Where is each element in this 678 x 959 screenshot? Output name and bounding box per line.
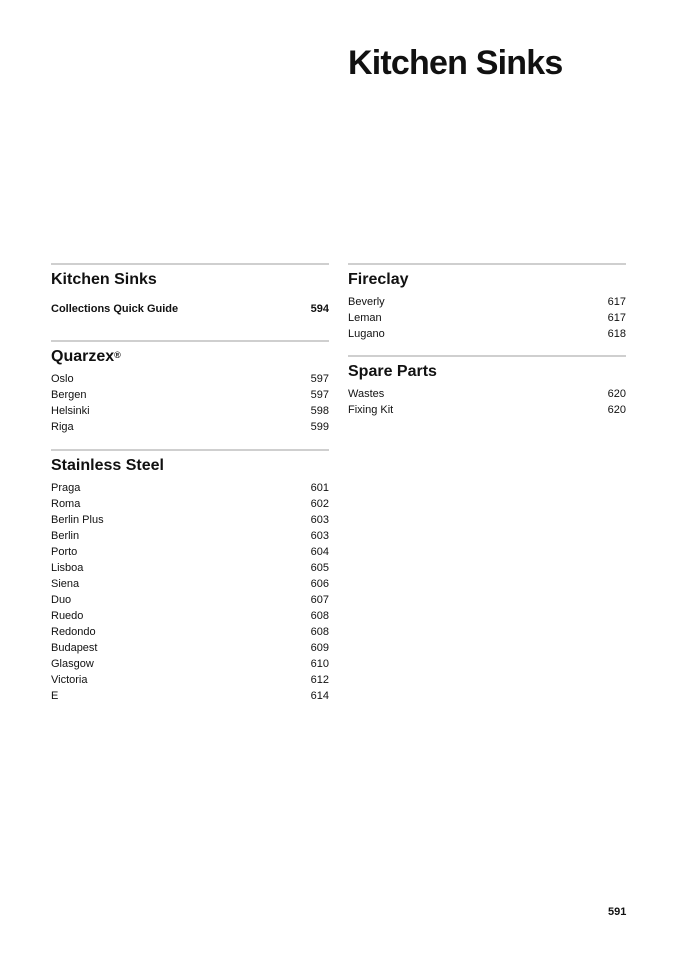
index-entry[interactable] — [51, 560, 329, 576]
section-heading-spare-parts: Spare Parts — [348, 363, 437, 380]
left-column — [51, 263, 329, 704]
entry-page: 606 — [310, 578, 329, 590]
index-entry[interactable] — [51, 624, 329, 640]
entry-label: Oslo — [51, 373, 74, 385]
entry-label: E — [51, 690, 59, 702]
entry-label: Helsinki — [51, 405, 90, 417]
entry-page: 601 — [310, 482, 329, 494]
entry-label: Bergen — [51, 389, 87, 401]
index-entry[interactable] — [348, 326, 626, 342]
entry-page: 607 — [310, 594, 329, 606]
index-entry[interactable] — [348, 402, 626, 418]
entry-page: 602 — [310, 498, 329, 510]
index-entry[interactable] — [51, 371, 329, 387]
section-spare-parts — [348, 355, 626, 418]
entry-page: 614 — [310, 690, 329, 702]
index-entry[interactable] — [51, 419, 329, 435]
entry-page: 604 — [310, 546, 329, 558]
entry-page: 597 — [310, 389, 329, 401]
entry-page: 620 — [607, 404, 626, 416]
entry-label: Victoria — [51, 674, 88, 686]
entry-page: 609 — [310, 642, 329, 654]
index-entry[interactable] — [51, 387, 329, 403]
index-entry[interactable] — [51, 576, 329, 592]
entry-page: 603 — [310, 514, 329, 526]
entry-label: Lugano — [348, 328, 385, 340]
entry-page: 605 — [310, 562, 329, 574]
index-entry[interactable] — [51, 480, 329, 496]
index-entry[interactable] — [51, 528, 329, 544]
entry-label: Berlin — [51, 530, 80, 542]
entry-page: 617 — [607, 296, 626, 308]
entry-label: Fixing Kit — [348, 404, 394, 416]
entry-label: Redondo — [51, 626, 96, 638]
index-entry[interactable] — [51, 672, 329, 688]
index-entry[interactable] — [348, 310, 626, 326]
index-entry[interactable] — [51, 496, 329, 512]
index-entry[interactable] — [51, 640, 329, 656]
page-number: 591 — [608, 906, 627, 918]
section-quarzex — [51, 340, 329, 449]
index-entry[interactable] — [51, 544, 329, 560]
index-entry[interactable] — [51, 512, 329, 528]
index-entry[interactable] — [51, 608, 329, 624]
entry-page: 612 — [310, 674, 329, 686]
entry-label: Lisboa — [51, 562, 84, 574]
section-heading-quarzex — [51, 347, 329, 367]
section-heading-fireclay: Fireclay — [348, 271, 409, 288]
entry-page: 598 — [310, 405, 329, 417]
entry-label: Porto — [51, 546, 78, 558]
entry-label: Ruedo — [51, 610, 84, 622]
entry-page: 608 — [310, 610, 329, 622]
entry-label: Wastes — [348, 388, 385, 400]
entry-label: Budapest — [51, 642, 98, 654]
entry-page: 597 — [310, 373, 329, 385]
entry-page: 620 — [607, 388, 626, 400]
index-entry[interactable] — [51, 592, 329, 608]
section-heading-quarzex-text: Quarzex — [51, 348, 115, 365]
entry-page: 608 — [310, 626, 329, 638]
right-column — [348, 263, 626, 418]
entry-page: 618 — [607, 328, 626, 340]
entry-label: Roma — [51, 498, 81, 510]
entry-page: 594 — [310, 303, 329, 315]
entry-page: 599 — [310, 421, 329, 433]
entry-label: Praga — [51, 482, 81, 494]
entry-page: 603 — [310, 530, 329, 542]
index-entry[interactable] — [348, 294, 626, 310]
index-entry[interactable] — [51, 656, 329, 672]
entry-label: Beverly — [348, 296, 385, 308]
entry-label: Duo — [51, 594, 72, 606]
entry-label: Berlin Plus — [51, 514, 104, 526]
section-fireclay — [348, 263, 626, 355]
registered-mark: ® — [114, 350, 121, 360]
index-entry[interactable] — [51, 301, 329, 317]
entry-label: Collections Quick Guide — [51, 303, 179, 315]
section-heading-kitchen-sinks: Kitchen Sinks — [51, 271, 157, 288]
index-entry[interactable] — [51, 688, 329, 704]
index-entry[interactable] — [51, 403, 329, 419]
page-title: Kitchen Sinks — [348, 44, 563, 82]
section-heading-stainless-steel: Stainless Steel — [51, 457, 164, 474]
entry-label: Riga — [51, 421, 74, 433]
entry-label: Glasgow — [51, 658, 94, 670]
entry-label: Siena — [51, 578, 80, 590]
entry-page: 610 — [310, 658, 329, 670]
index-entry[interactable] — [348, 386, 626, 402]
section-kitchen-sinks — [51, 263, 329, 340]
section-stainless-steel — [51, 449, 329, 704]
entry-label: Leman — [348, 312, 382, 324]
entry-page: 617 — [607, 312, 626, 324]
